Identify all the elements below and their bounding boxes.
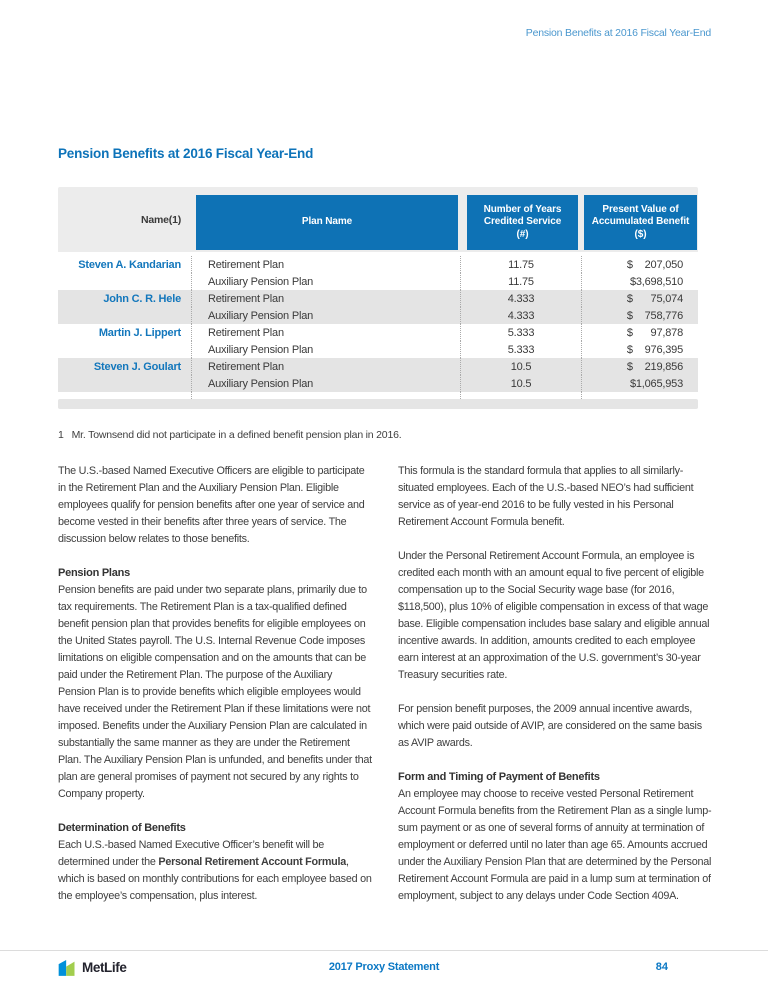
years-cell: 11.75 bbox=[460, 256, 581, 273]
header-line: (#) bbox=[516, 228, 529, 240]
table-separator-tail bbox=[58, 392, 698, 399]
years-cell: 5.333 bbox=[460, 341, 581, 358]
right-column bbox=[398, 463, 712, 905]
table-bottom-cap bbox=[58, 399, 698, 409]
executive-name-empty bbox=[58, 341, 191, 358]
tail-cell bbox=[58, 392, 191, 399]
bold-term: Personal Retirement Account Formula bbox=[158, 856, 347, 868]
running-header: Pension Benefits at 2016 Fiscal Year-End bbox=[525, 27, 711, 39]
plan-name-cell: Auxiliary Pension Plan bbox=[191, 307, 460, 324]
page-title: Pension Benefits at 2016 Fiscal Year-End bbox=[58, 146, 314, 161]
value-cell: $ 97,878 bbox=[581, 324, 697, 341]
table-row bbox=[58, 324, 698, 341]
tail-cell bbox=[460, 392, 581, 399]
footnote-marker: 1 bbox=[58, 429, 64, 441]
footer-title: 2017 Proxy Statement bbox=[328, 961, 440, 973]
years-cell: 4.333 bbox=[460, 290, 581, 307]
tail-cell bbox=[191, 392, 460, 399]
plan-name-cell: Retirement Plan bbox=[191, 358, 460, 375]
value-cell: $ 758,776 bbox=[581, 307, 697, 324]
value-cell: $ 207,050 bbox=[581, 256, 697, 273]
plan-name-cell: Auxiliary Pension Plan bbox=[191, 375, 460, 392]
header-line: Number of Years bbox=[483, 203, 562, 215]
tail-cell bbox=[581, 392, 697, 399]
page-footer bbox=[0, 957, 768, 983]
executive-name: Steven J. Goulart bbox=[93, 360, 181, 373]
executive-name: Martin J. Lippert bbox=[98, 326, 181, 339]
table-group-goulart bbox=[58, 358, 698, 392]
heading-determination-of-benefits: Determination of Benefits bbox=[58, 822, 186, 834]
plan-name-cell: Retirement Plan bbox=[191, 256, 460, 273]
paragraph-text: Each U.S.-based Named Executive Officer’s benefit will be determined under the bbox=[58, 839, 325, 868]
body-text bbox=[58, 463, 712, 905]
header-line: ($) bbox=[634, 228, 647, 240]
column-header-plan-name: Plan Name bbox=[196, 195, 458, 250]
executive-name-empty bbox=[58, 375, 191, 392]
executive-name-empty bbox=[58, 273, 191, 290]
paragraph: Pension benefits are paid under two separate plans, primarily due to tax requirements. The Retirement Plan is a tax-qualified defined benefit pension plan that provides benefits for eligible employees on the United States payroll. The U.S. Internal Revenue Code imposes limitations on eligible compensation and on the amounts that can be paid under the Retirement Plan. The purpose of the Auxiliary Pension Plan is to provide benefits which eligible employees would have received under the Retirement Plan if these limitations were not imposed. Benefits under the Auxiliary Pension Plan are calculated in substantially the same manner as they are under the Retirement Plan. The Auxiliary Pension Plan is unfunded, and benefits under that plan are general promises of payment not secured by any rights to Company property. bbox=[58, 584, 372, 800]
paragraph: Under the Personal Retirement Account Formula, an employee is credited each month with an amount equal to five percent of eligible compensation up to the Social Security wage base (for 2016, $118,500), plus 10% of eligible compensation in excess of that wage base. Eligible compensation includes base salary and eligible annual incentive awards. In addition, amounts credited to each employee earn interest at an approximation of the U.S. government’s 30-year Treasury securities rate. bbox=[398, 550, 710, 681]
page-number: 84 bbox=[655, 961, 668, 973]
footnote-text: Mr. Townsend did not participate in a defined benefit pension plan in 2016. bbox=[71, 429, 402, 441]
paragraph: The U.S.-based Named Executive Officers are eligible to participate in the Retirement Plan and the Auxiliary Pension Plan. Eligible employees qualify for pension benefits after one year of service and become vested in their benefits after three years of service. The discussion below relates to those benefits. bbox=[58, 465, 365, 545]
paragraph: An employee may choose to receive vested Personal Retirement Account Formula benefits from the Retirement Plan as a single lump-sum payment or as one of several forms of annuity at termination of employment or deferred until no later than age 65. Amounts accrued under the Auxiliary Pension Plan that are determined by the Personal Retirement Account Formula are paid in a lump sum at termination of employment, subject to any delays under Code Section 409A. bbox=[398, 788, 712, 902]
footnote bbox=[58, 429, 712, 441]
years-cell: 5.333 bbox=[460, 324, 581, 341]
column-header-credited-service bbox=[467, 195, 578, 250]
years-cell: 10.5 bbox=[460, 358, 581, 375]
plan-name-cell: Auxiliary Pension Plan bbox=[191, 273, 460, 290]
table-row bbox=[58, 358, 698, 375]
table-group-lippert bbox=[58, 324, 698, 358]
paragraph: This formula is the standard formula that applies to all similarly-situated employees. Each of the U.S.-based NEO’s had sufficient service as of year-end 2016 to be fully vested in his Personal Retirement Account Formula benefit. bbox=[398, 465, 694, 528]
plan-name-cell: Retirement Plan bbox=[191, 290, 460, 307]
header-line: Present Value of bbox=[602, 203, 679, 215]
paragraph bbox=[58, 837, 372, 905]
executive-name: Steven A. Kandarian bbox=[78, 258, 181, 271]
paragraph-text: , which is based on monthly contributions for each employee based on the employee’s compensation, plus interest. bbox=[58, 856, 372, 902]
value-cell: $3,698,510 bbox=[581, 273, 697, 290]
column-header-present-value bbox=[584, 195, 697, 250]
years-cell: 4.333 bbox=[460, 307, 581, 324]
table-row bbox=[58, 341, 698, 358]
table-row bbox=[58, 290, 698, 307]
heading-pension-plans: Pension Plans bbox=[58, 567, 130, 579]
table-row bbox=[58, 307, 698, 324]
table-body bbox=[58, 256, 698, 399]
header-line: Accumulated Benefit bbox=[591, 216, 690, 228]
plan-name-cell: Auxiliary Pension Plan bbox=[191, 341, 460, 358]
column-header-name: Name(1) bbox=[140, 213, 181, 226]
value-cell: $1,065,953 bbox=[581, 375, 697, 392]
table-group-kandarian bbox=[58, 256, 698, 290]
header-line: Credited Service bbox=[483, 216, 562, 228]
heading-form-and-timing: Form and Timing of Payment of Benefits bbox=[398, 771, 600, 783]
table-row bbox=[58, 256, 698, 273]
value-cell: $ 75,074 bbox=[581, 290, 697, 307]
paragraph: For pension benefit purposes, the 2009 annual incentive awards, which were paid outside of AVIP, are considered on the same basis as AVIP awards. bbox=[398, 703, 702, 749]
table-row bbox=[58, 375, 698, 392]
years-cell: 11.75 bbox=[460, 273, 581, 290]
left-column bbox=[58, 463, 372, 905]
pension-benefits-table bbox=[58, 187, 698, 409]
plan-name-cell: Retirement Plan bbox=[191, 324, 460, 341]
footer-divider bbox=[0, 950, 768, 951]
value-cell: $ 219,856 bbox=[581, 358, 697, 375]
table-row bbox=[58, 273, 698, 290]
years-cell: 10.5 bbox=[460, 375, 581, 392]
table-header-band bbox=[58, 187, 698, 252]
table-group-hele bbox=[58, 290, 698, 324]
executive-name: John C. R. Hele bbox=[103, 292, 181, 305]
metlife-wordmark: MetLife bbox=[82, 960, 127, 975]
executive-name-empty bbox=[58, 307, 191, 324]
value-cell: $ 976,395 bbox=[581, 341, 697, 358]
